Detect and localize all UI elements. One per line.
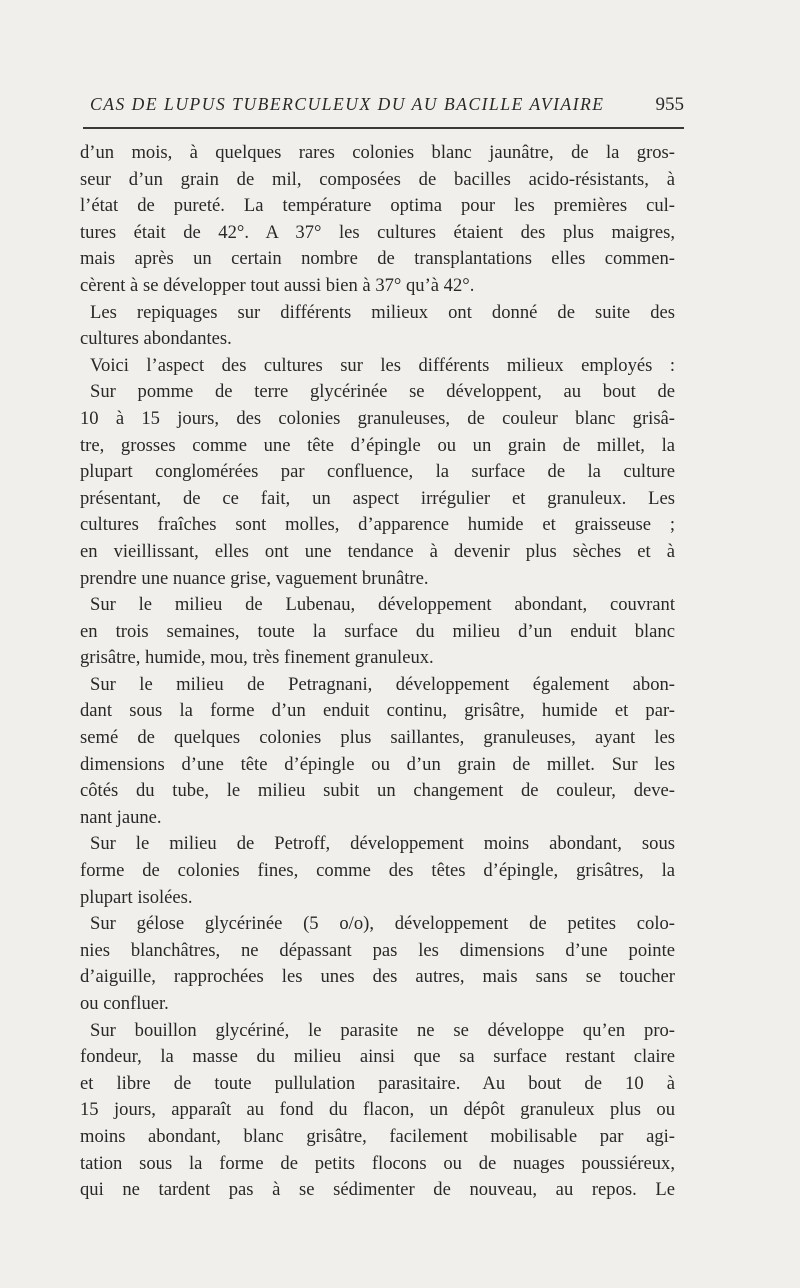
- text-line: Sur le milieu de Lubenau, développement abondant, couvrant: [90, 594, 675, 616]
- text-line: Sur pomme de terre glycérinée se développent, au bout de: [90, 381, 675, 403]
- text-line: en trois semaines, toute la surface du milieu d’un enduit blanc: [80, 620, 675, 642]
- text-line: en vieillissant, elles ont une tendance à devenir plus sèches et à: [80, 540, 675, 562]
- text-line: fondeur, la masse du milieu ainsi que sa surface restant claire: [80, 1046, 675, 1068]
- text-line: Les repiquages sur différents milieux ont donné de suite des: [90, 301, 675, 323]
- text-line: qui ne tardent pas à se sédimenter de nouveau, au repos. Le: [80, 1179, 675, 1201]
- text-line: nies blanchâtres, ne dépassant pas les dimensions d’une pointe: [80, 939, 675, 961]
- text-line: cultures fraîches sont molles, d’apparence humide et graisseuse ;: [80, 514, 675, 536]
- text-line: cèrent à se développer tout aussi bien à 37° qu’à 42°.: [80, 274, 475, 296]
- text-line: seur d’un grain de mil, composées de bacilles acido-résistants, à: [80, 168, 675, 190]
- text-line: Sur bouillon glycériné, le parasite ne se développe qu’en pro-: [90, 1019, 675, 1041]
- page-number: 955: [655, 94, 684, 115]
- text-line: l’état de pureté. La température optima pour les premières cul-: [80, 195, 675, 217]
- text-line: d’aiguille, rapprochées les unes des autres, mais sans se toucher: [80, 966, 675, 988]
- text-line: 15 jours, apparaît au fond du flacon, un dépôt granuleux plus ou: [80, 1099, 675, 1121]
- header-rule: [83, 127, 684, 129]
- text-line: ou confluer.: [80, 993, 169, 1014]
- text-line: semé de quelques colonies plus saillantes, granuleuses, ayant les: [80, 727, 675, 749]
- text-line: Sur le milieu de Petragnani, développement également abon-: [90, 673, 675, 695]
- text-line: dimensions d’une tête d’épingle ou d’un grain de millet. Sur les: [80, 753, 675, 775]
- text-line: Sur le milieu de Petroff, développement moins abondant, sous: [90, 833, 675, 855]
- text-line: forme de colonies fines, comme des têtes d’épingle, grisâtres, la: [80, 860, 675, 882]
- text-line: d’un mois, à quelques rares colonies blanc jaunâtre, de la gros-: [80, 142, 675, 163]
- text-line: moins abondant, blanc grisâtre, facilement mobilisable par agi-: [80, 1125, 675, 1147]
- body-text: [80, 140, 675, 1204]
- text-line: Voici l’aspect des cultures sur les différents milieux employés :: [90, 354, 675, 376]
- text-line: tre, grosses comme une tête d’épingle ou un grain de millet, la: [80, 434, 675, 456]
- text-line: plupart conglomérées par confluence, la surface de la culture: [80, 461, 675, 483]
- text-line: Sur gélose glycérinée (5 o/o), développement de petites colo-: [90, 913, 675, 935]
- text-line: nant jaune.: [80, 806, 162, 828]
- text-line: cultures abondantes.: [80, 328, 232, 350]
- text-line: et libre de toute pullulation parasitaire. Au bout de 10 à: [80, 1072, 675, 1094]
- text-line: dant sous la forme d’un enduit continu, grisâtre, humide et par-: [80, 700, 675, 722]
- running-title: CAS DE LUPUS TUBERCULEUX DU AU BACILLE AVIAIRE: [90, 94, 605, 114]
- text-line: plupart isolées.: [80, 886, 193, 908]
- text-line: côtés du tube, le milieu subit un changement de couleur, deve-: [80, 780, 675, 802]
- text-line: grisâtre, humide, mou, très finement granuleux.: [80, 647, 434, 669]
- text-line: mais après un certain nombre de transplantations elles commen-: [80, 248, 675, 270]
- text-line: prendre une nuance grise, vaguement brunâtre.: [80, 567, 429, 589]
- page-header: [86, 94, 682, 124]
- text-line: présentant, de ce fait, un aspect irrégulier et granuleux. Les: [80, 487, 675, 509]
- text-line: 10 à 15 jours, des colonies granuleuses, de couleur blanc grisâ-: [80, 407, 675, 429]
- text-line: tation sous la forme de petits flocons ou de nuages poussiéreux,: [80, 1152, 675, 1174]
- text-line: tures était de 42°. A 37° les cultures étaient des plus maigres,: [80, 221, 675, 243]
